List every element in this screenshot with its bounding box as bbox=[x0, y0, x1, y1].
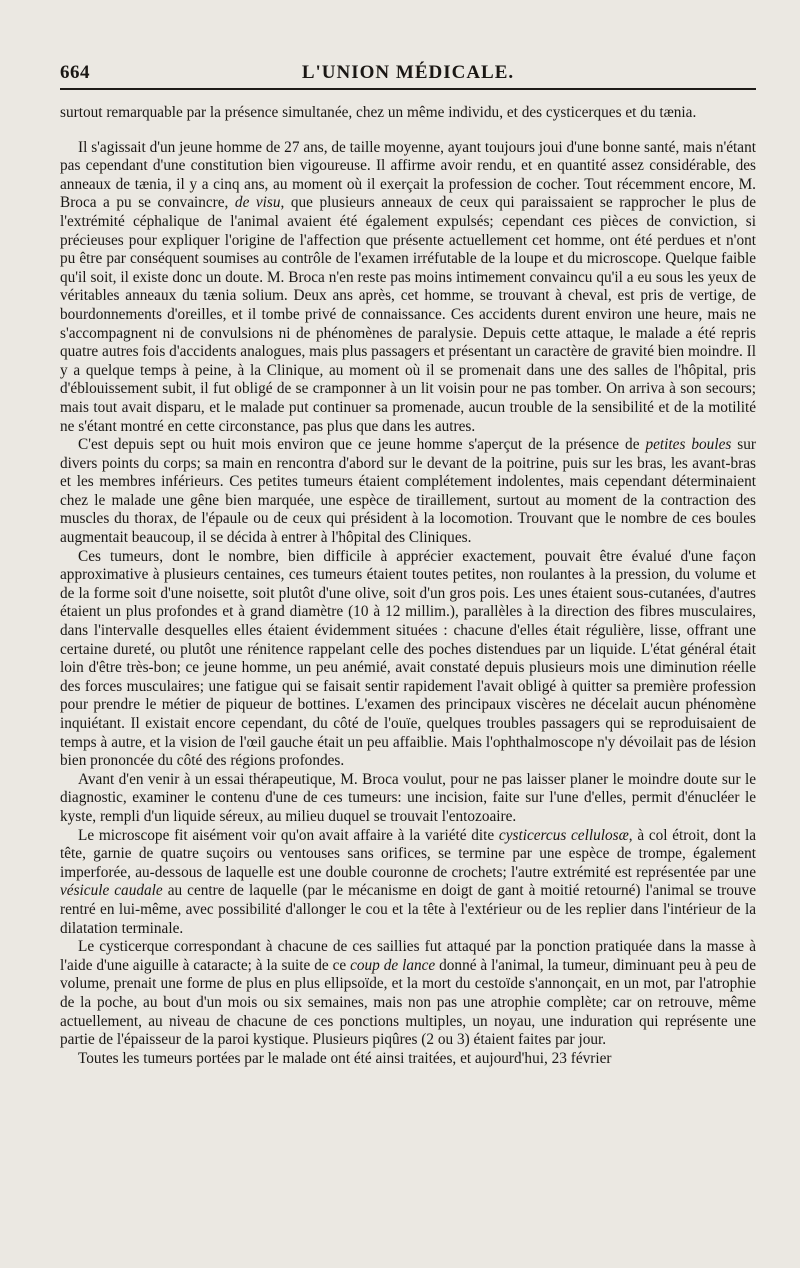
paragraph-text: surtout remarquable par la présence simultanée, chez un même individu, et des cysticerques et du tænia. bbox=[60, 104, 697, 121]
paragraph-text: , à col étroit, dont la tête, garnie de quatre suçoirs ou ventouses sans orifices, se termine par une espèce de trompe, également imperforée, au-dessous de laquelle est une double couronne de crochets; l'autre extrémité est représentée par une bbox=[60, 826, 757, 881]
paragraph-text: Le cysticerque correspondant à chacune de ces saillies fut attaqué par la ponction pratiquée dans la masse à l'aide d'une aiguille à cataracte; à la suite de ce bbox=[60, 938, 756, 974]
page-number: 664 bbox=[60, 62, 90, 83]
paragraph-text: Le microscope fit aisément voir qu'on avait affaire à la variété dite bbox=[78, 826, 499, 844]
paragraph-essai-therapeutique bbox=[60, 771, 756, 827]
paragraph-text: au centre de laquelle (par le mécanisme en doigt de gant à moitié retourné) l'animal se trouve rentré en lui-même, avec possibilité d'allonger le cou et la tête à l'extérieur ou de les replier dans l'intérieur de la dilatation terminale. bbox=[60, 882, 756, 937]
page-header bbox=[60, 62, 756, 90]
paragraph-microscope bbox=[60, 827, 756, 939]
paragraph-case-history bbox=[60, 139, 756, 437]
italic-term: cysticercus cellulosæ bbox=[498, 826, 629, 844]
paragraph-text: sur divers points du corps; sa main en rencontra d'abord sur le devant de la poitrine, puis sur les bras, les avant-bras et les membres inférieurs. Ces petites tumeurs étaient complétement indolentes, mais cependant déterminaient chez le malade une gêne bien marquée, une espèce de tiraillement, surtout au moment de la contraction des muscles du thorax, de l'épaule ou de ceux qui président à la locomotion. Trouvant que le nombre de ces boules augmentait beaucoup, il se décida à entrer à l'hôpital des Cliniques. bbox=[60, 436, 756, 547]
article-body bbox=[60, 104, 756, 1068]
paragraph-text: Toutes les tumeurs portées par le malade ont été ainsi traitées, et aujourd'hui, 23 février bbox=[78, 1049, 612, 1067]
paragraph-text: Avant d'en venir à un essai thérapeutique, M. Broca voulut, pour ne pas laisser planer le moindre doute sur le diagnostic, examiner le contenu d'une de ces tumeurs: une incision, faite sur l'une d'elles, permit d'énucléer le kyste, rempli d'un liquide séreux, au milieu duquel se trouvait l'entozoaire. bbox=[60, 770, 756, 825]
paragraph-ponction bbox=[60, 938, 756, 1050]
paragraph-text: donné à l'animal, la tumeur, diminuant peu à peu de volume, prenait une forme de plus en plus ellipsoïde, et la mort du cestoïde s'annonçait, en un mot, par l'atrophie de la poche, au bout d'un mois ou six semaines, mais non pas une atrophie complète; car on retrouve, même actuellement, au niveau de chacune de ces ponctions multiples, un noyau, une induration qui représente une partie de l'épaisseur de la paroi kystique. Plusieurs piqûres (2 ou 3) étaient faites par jour. bbox=[60, 956, 756, 1049]
italic-term: de visu bbox=[234, 194, 281, 212]
paragraph-continuation bbox=[60, 104, 756, 123]
paragraph-petites-boules bbox=[60, 436, 756, 548]
paragraph-text: Ces tumeurs, dont le nombre, bien difficile à apprécier exactement, pouvait être évalué d'une façon approximative à plusieurs centaines, ces tumeurs étaient toutes petites, non roulantes à la pression, du volume et de la forme soit d'une noisette, soit plutôt d'une olive, soit d'un gros pois. Les unes étaient sous-cutanées, d'autres étaient un plus profondes et à grand diamètre (10 à 12 millim.), parallèles à la direction des fibres musculaires, dans l'intervalle desquelles elles étaient évidemment situées : chacune d'elles était régulière, lisse, offrant une certaine dureté, ou plutôt une rénitence rappelant celle des poches distendues par un liquide. L'état général était loin d'être très-bon; ce jeune homme, un peu anémié, avait constaté depuis plusieurs mois une diminution réelle des forces musculaires; une fatigue qui se faisait sentir rapidement l'avait obligé à quitter sa première profession pour prendre le métier de piqueur de bottines. L'examen des principaux viscères ne décelait aucun phénomène inquiétant. Il existait encore cependant, du côté de l'ouïe, quelques troubles passagers qui se reproduisaient de temps à autre, et la vision de l'œil gauche était un peu affaiblie. Mais l'ophthalmoscope n'y dévoilait pas de lésion bien prononcée du côté des régions profondes. bbox=[60, 547, 756, 770]
paragraph-text: C'est depuis sept ou huit mois environ que ce jeune homme s'aperçut de la présence de bbox=[78, 436, 646, 454]
paragraph-final bbox=[60, 1050, 756, 1069]
italic-term: vésicule caudale bbox=[60, 882, 163, 900]
italic-term: petites boules bbox=[645, 436, 732, 454]
italic-term: coup de lance bbox=[350, 956, 436, 974]
paragraph-text: , que plusieurs anneaux de ceux qui paraissaient se rapprocher le plus de l'extrémité céphalique de l'animal avaient été également expulsés; cependant ces pièces de conviction, si précieuses pour expliquer l'origine de l'affection que présente actuellement cet homme, ont été perdues et n'ont pu être par conséquent soumises au contrôle de l'examen irréfutable de la loupe et du microscope. Quelque faible qu'il soit, il existe donc un doute. M. Broca n'en reste pas moins intimement convaincu qu'il a eu sous les yeux de véritables anneaux du tænia solium. Deux ans après, cet homme, se trouvant à cheval, est pris de vertige, de bourdonnements d'oreilles, et il tombe privé de connaissance. Ces accidents durent environ une heure, mais ne s'accompagnent ni de convulsions ni de phénomènes de paralysie. Depuis cette attaque, le malade a été repris quatre autres fois d'accidents analogues, mais plus passagers et présentant un caractère de gravité bien moindre. Il y a quelque temps à peine, à la Clinique, au moment où il se promenait dans une des salles de l'hôpital, pris d'éblouissement subit, il fut obligé de se cramponner à un lit voisin pour ne pas tomber. On arriva à son secours; mais tout avait disparu, et le malade put continuer sa promenade, aucun trouble de la sensibilité et de la motilité ne s'étant montré en cette circonstance, pas plus que dans les autres. bbox=[60, 194, 756, 435]
journal-title: L'UNION MÉDICALE. bbox=[301, 62, 515, 83]
paragraph-text: Il s'agissait d'un jeune homme de 27 ans, de taille moyenne, ayant toujours joui d'une bonne santé, mais n'étant pas cependant d'une constitution bien vigoureuse. Il affirme avoir rendu, et en quantité assez considérable, des anneaux de tænia, il y a cinq ans, au moment où il exerçait la profession de cocher. Tout récemment encore, M. Broca a pu se convaincre, bbox=[60, 138, 756, 212]
paragraph-tumeurs bbox=[60, 548, 756, 771]
